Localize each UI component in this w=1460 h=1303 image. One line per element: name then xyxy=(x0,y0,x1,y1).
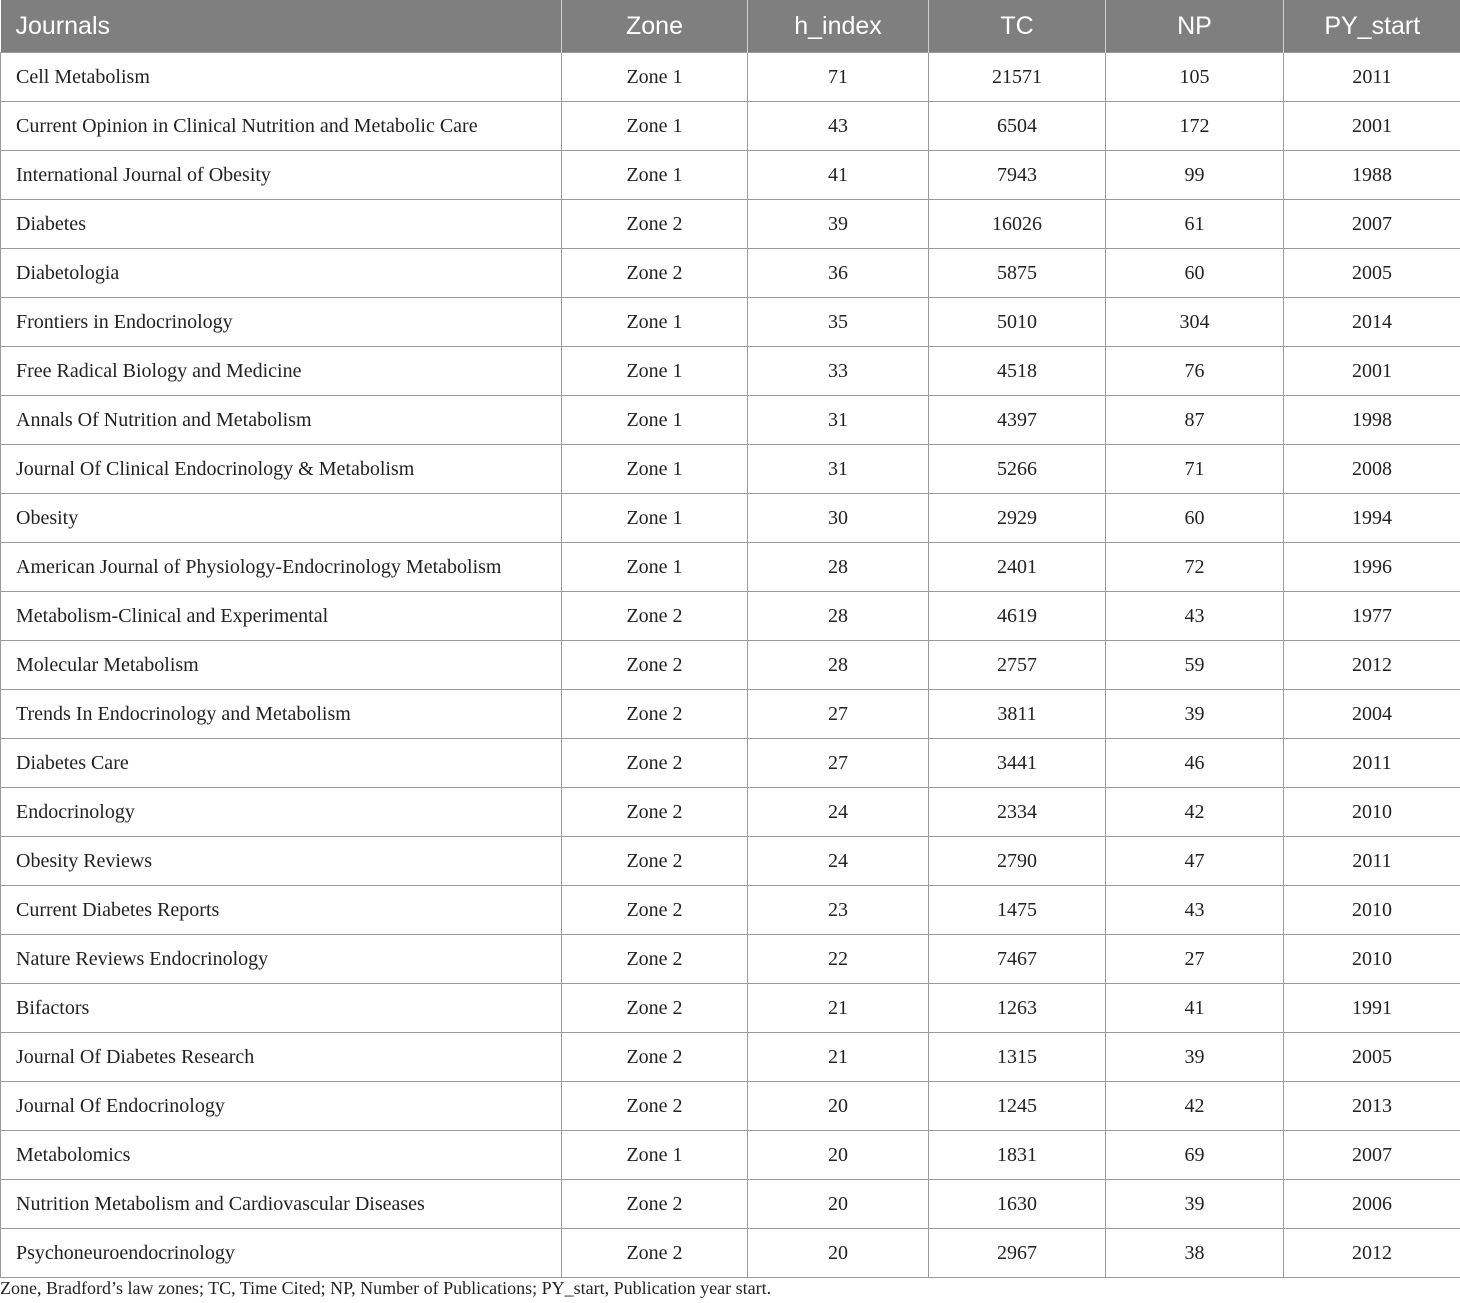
zone-cell: Zone 1 xyxy=(562,347,748,396)
h-index-cell: 36 xyxy=(748,249,929,298)
table-row xyxy=(1,984,1460,1033)
tc-cell: 3441 xyxy=(929,739,1106,788)
tc-cell: 3811 xyxy=(929,690,1106,739)
header-tc: TC xyxy=(929,0,1106,53)
zone-cell: Zone 1 xyxy=(562,396,748,445)
header-py-start: PY_start xyxy=(1284,0,1460,53)
tc-cell: 7943 xyxy=(929,151,1106,200)
table-row xyxy=(1,739,1460,788)
np-cell: 87 xyxy=(1106,396,1284,445)
py-start-cell: 2013 xyxy=(1284,1082,1460,1131)
table-row xyxy=(1,445,1460,494)
journal-cell: Diabetes xyxy=(1,200,562,249)
journal-cell: Current Diabetes Reports xyxy=(1,886,562,935)
h-index-cell: 41 xyxy=(748,151,929,200)
zone-cell: Zone 2 xyxy=(562,739,748,788)
journal-cell: Trends In Endocrinology and Metabolism xyxy=(1,690,562,739)
np-cell: 39 xyxy=(1106,1180,1284,1229)
np-cell: 304 xyxy=(1106,298,1284,347)
journal-cell: Annals Of Nutrition and Metabolism xyxy=(1,396,562,445)
journal-cell: Journal Of Clinical Endocrinology & Metabolism xyxy=(1,445,562,494)
journal-cell: International Journal of Obesity xyxy=(1,151,562,200)
tc-cell: 16026 xyxy=(929,200,1106,249)
journal-cell: Endocrinology xyxy=(1,788,562,837)
journal-cell: Current Opinion in Clinical Nutrition and Metabolic Care xyxy=(1,102,562,151)
h-index-cell: 28 xyxy=(748,592,929,641)
np-cell: 69 xyxy=(1106,1131,1284,1180)
tc-cell: 21571 xyxy=(929,53,1106,102)
zone-cell: Zone 2 xyxy=(562,200,748,249)
journal-cell: Journal Of Diabetes Research xyxy=(1,1033,562,1082)
zone-cell: Zone 2 xyxy=(562,1180,748,1229)
np-cell: 76 xyxy=(1106,347,1284,396)
h-index-cell: 30 xyxy=(748,494,929,543)
tc-cell: 2401 xyxy=(929,543,1106,592)
journal-cell: Obesity xyxy=(1,494,562,543)
py-start-cell: 2012 xyxy=(1284,1229,1460,1278)
np-cell: 42 xyxy=(1106,1082,1284,1131)
zone-cell: Zone 2 xyxy=(562,837,748,886)
table-row xyxy=(1,200,1460,249)
tc-cell: 5875 xyxy=(929,249,1106,298)
tc-cell: 5010 xyxy=(929,298,1106,347)
py-start-cell: 2005 xyxy=(1284,249,1460,298)
np-cell: 41 xyxy=(1106,984,1284,1033)
py-start-cell: 2011 xyxy=(1284,739,1460,788)
np-cell: 61 xyxy=(1106,200,1284,249)
journal-cell: Diabetes Care xyxy=(1,739,562,788)
journal-cell: Frontiers in Endocrinology xyxy=(1,298,562,347)
zone-cell: Zone 2 xyxy=(562,249,748,298)
h-index-cell: 23 xyxy=(748,886,929,935)
np-cell: 72 xyxy=(1106,543,1284,592)
h-index-cell: 21 xyxy=(748,1033,929,1082)
tc-cell: 2967 xyxy=(929,1229,1106,1278)
tc-cell: 4397 xyxy=(929,396,1106,445)
zone-cell: Zone 2 xyxy=(562,690,748,739)
np-cell: 43 xyxy=(1106,592,1284,641)
py-start-cell: 1988 xyxy=(1284,151,1460,200)
header-np: NP xyxy=(1106,0,1284,53)
np-cell: 39 xyxy=(1106,690,1284,739)
zone-cell: Zone 1 xyxy=(562,102,748,151)
h-index-cell: 71 xyxy=(748,53,929,102)
py-start-cell: 2001 xyxy=(1284,102,1460,151)
np-cell: 60 xyxy=(1106,249,1284,298)
journal-cell: Molecular Metabolism xyxy=(1,641,562,690)
py-start-cell: 2010 xyxy=(1284,788,1460,837)
tc-cell: 1315 xyxy=(929,1033,1106,1082)
tc-cell: 4518 xyxy=(929,347,1106,396)
journal-cell: American Journal of Physiology-Endocrinology Metabolism xyxy=(1,543,562,592)
h-index-cell: 20 xyxy=(748,1131,929,1180)
table-row xyxy=(1,837,1460,886)
table-row xyxy=(1,935,1460,984)
py-start-cell: 2011 xyxy=(1284,837,1460,886)
table-row xyxy=(1,298,1460,347)
h-index-cell: 20 xyxy=(748,1180,929,1229)
zone-cell: Zone 2 xyxy=(562,641,748,690)
zone-cell: Zone 1 xyxy=(562,53,748,102)
np-cell: 71 xyxy=(1106,445,1284,494)
tc-cell: 6504 xyxy=(929,102,1106,151)
py-start-cell: 2005 xyxy=(1284,1033,1460,1082)
table-row xyxy=(1,1180,1460,1229)
py-start-cell: 2010 xyxy=(1284,935,1460,984)
journal-cell: Bifactors xyxy=(1,984,562,1033)
journal-cell: Free Radical Biology and Medicine xyxy=(1,347,562,396)
tc-cell: 1475 xyxy=(929,886,1106,935)
h-index-cell: 21 xyxy=(748,984,929,1033)
table-row xyxy=(1,347,1460,396)
tc-cell: 1245 xyxy=(929,1082,1106,1131)
zone-cell: Zone 2 xyxy=(562,788,748,837)
np-cell: 39 xyxy=(1106,1033,1284,1082)
np-cell: 105 xyxy=(1106,53,1284,102)
py-start-cell: 2008 xyxy=(1284,445,1460,494)
journal-cell: Diabetologia xyxy=(1,249,562,298)
h-index-cell: 35 xyxy=(748,298,929,347)
table-row xyxy=(1,886,1460,935)
np-cell: 42 xyxy=(1106,788,1284,837)
py-start-cell: 1977 xyxy=(1284,592,1460,641)
h-index-cell: 28 xyxy=(748,641,929,690)
h-index-cell: 22 xyxy=(748,935,929,984)
journal-cell: Metabolism-Clinical and Experimental xyxy=(1,592,562,641)
header-h-index: h_index xyxy=(748,0,929,53)
journal-cell: Psychoneuroendocrinology xyxy=(1,1229,562,1278)
np-cell: 46 xyxy=(1106,739,1284,788)
tc-cell: 2790 xyxy=(929,837,1106,886)
table-header xyxy=(1,0,1460,53)
np-cell: 60 xyxy=(1106,494,1284,543)
zone-cell: Zone 1 xyxy=(562,1131,748,1180)
journal-cell: Metabolomics xyxy=(1,1131,562,1180)
h-index-cell: 20 xyxy=(748,1082,929,1131)
py-start-cell: 2014 xyxy=(1284,298,1460,347)
journal-cell: Nature Reviews Endocrinology xyxy=(1,935,562,984)
tc-cell: 4619 xyxy=(929,592,1106,641)
h-index-cell: 27 xyxy=(748,739,929,788)
zone-cell: Zone 1 xyxy=(562,494,748,543)
tc-cell: 2334 xyxy=(929,788,1106,837)
zone-cell: Zone 2 xyxy=(562,1082,748,1131)
py-start-cell: 1996 xyxy=(1284,543,1460,592)
np-cell: 59 xyxy=(1106,641,1284,690)
table-body xyxy=(1,53,1460,1278)
tc-cell: 1831 xyxy=(929,1131,1106,1180)
py-start-cell: 2010 xyxy=(1284,886,1460,935)
table-row xyxy=(1,788,1460,837)
zone-cell: Zone 2 xyxy=(562,886,748,935)
np-cell: 47 xyxy=(1106,837,1284,886)
tc-cell: 5266 xyxy=(929,445,1106,494)
table-row xyxy=(1,592,1460,641)
table-row xyxy=(1,151,1460,200)
py-start-cell: 2004 xyxy=(1284,690,1460,739)
table-row xyxy=(1,53,1460,102)
table-row xyxy=(1,690,1460,739)
py-start-cell: 2012 xyxy=(1284,641,1460,690)
table-footnote: Zone, Bradford’s law zones; TC, Time Cited; NP, Number of Publications; PY_start, Publication year start. xyxy=(0,1278,772,1298)
table-row xyxy=(1,543,1460,592)
table-row xyxy=(1,1131,1460,1180)
tc-cell: 2757 xyxy=(929,641,1106,690)
py-start-cell: 2007 xyxy=(1284,200,1460,249)
h-index-cell: 24 xyxy=(748,837,929,886)
table-row xyxy=(1,102,1460,151)
table-row xyxy=(1,641,1460,690)
header-zone: Zone xyxy=(562,0,748,53)
journal-cell: Obesity Reviews xyxy=(1,837,562,886)
h-index-cell: 31 xyxy=(748,445,929,494)
table-row xyxy=(1,396,1460,445)
journal-cell: Journal Of Endocrinology xyxy=(1,1082,562,1131)
np-cell: 38 xyxy=(1106,1229,1284,1278)
py-start-cell: 2011 xyxy=(1284,53,1460,102)
table-row xyxy=(1,494,1460,543)
np-cell: 172 xyxy=(1106,102,1284,151)
h-index-cell: 31 xyxy=(748,396,929,445)
zone-cell: Zone 2 xyxy=(562,1229,748,1278)
journal-cell: Nutrition Metabolism and Cardiovascular Diseases xyxy=(1,1180,562,1229)
zone-cell: Zone 2 xyxy=(562,592,748,641)
zone-cell: Zone 2 xyxy=(562,1033,748,1082)
np-cell: 99 xyxy=(1106,151,1284,200)
py-start-cell: 1991 xyxy=(1284,984,1460,1033)
header-journals: Journals xyxy=(1,0,562,53)
zone-cell: Zone 1 xyxy=(562,543,748,592)
zone-cell: Zone 1 xyxy=(562,151,748,200)
np-cell: 27 xyxy=(1106,935,1284,984)
py-start-cell: 1994 xyxy=(1284,494,1460,543)
h-index-cell: 27 xyxy=(748,690,929,739)
py-start-cell: 2001 xyxy=(1284,347,1460,396)
py-start-cell: 2007 xyxy=(1284,1131,1460,1180)
tc-cell: 1263 xyxy=(929,984,1106,1033)
h-index-cell: 28 xyxy=(748,543,929,592)
h-index-cell: 20 xyxy=(748,1229,929,1278)
header-row xyxy=(1,0,1460,53)
tc-cell: 2929 xyxy=(929,494,1106,543)
table-row xyxy=(1,249,1460,298)
py-start-cell: 2006 xyxy=(1284,1180,1460,1229)
table-row xyxy=(1,1229,1460,1278)
journal-cell: Cell Metabolism xyxy=(1,53,562,102)
py-start-cell: 1998 xyxy=(1284,396,1460,445)
zone-cell: Zone 2 xyxy=(562,984,748,1033)
h-index-cell: 24 xyxy=(748,788,929,837)
tc-cell: 7467 xyxy=(929,935,1106,984)
table-row xyxy=(1,1082,1460,1131)
zone-cell: Zone 1 xyxy=(562,298,748,347)
h-index-cell: 33 xyxy=(748,347,929,396)
h-index-cell: 39 xyxy=(748,200,929,249)
tc-cell: 1630 xyxy=(929,1180,1106,1229)
table-row xyxy=(1,1033,1460,1082)
np-cell: 43 xyxy=(1106,886,1284,935)
h-index-cell: 43 xyxy=(748,102,929,151)
zone-cell: Zone 1 xyxy=(562,445,748,494)
zone-cell: Zone 2 xyxy=(562,935,748,984)
